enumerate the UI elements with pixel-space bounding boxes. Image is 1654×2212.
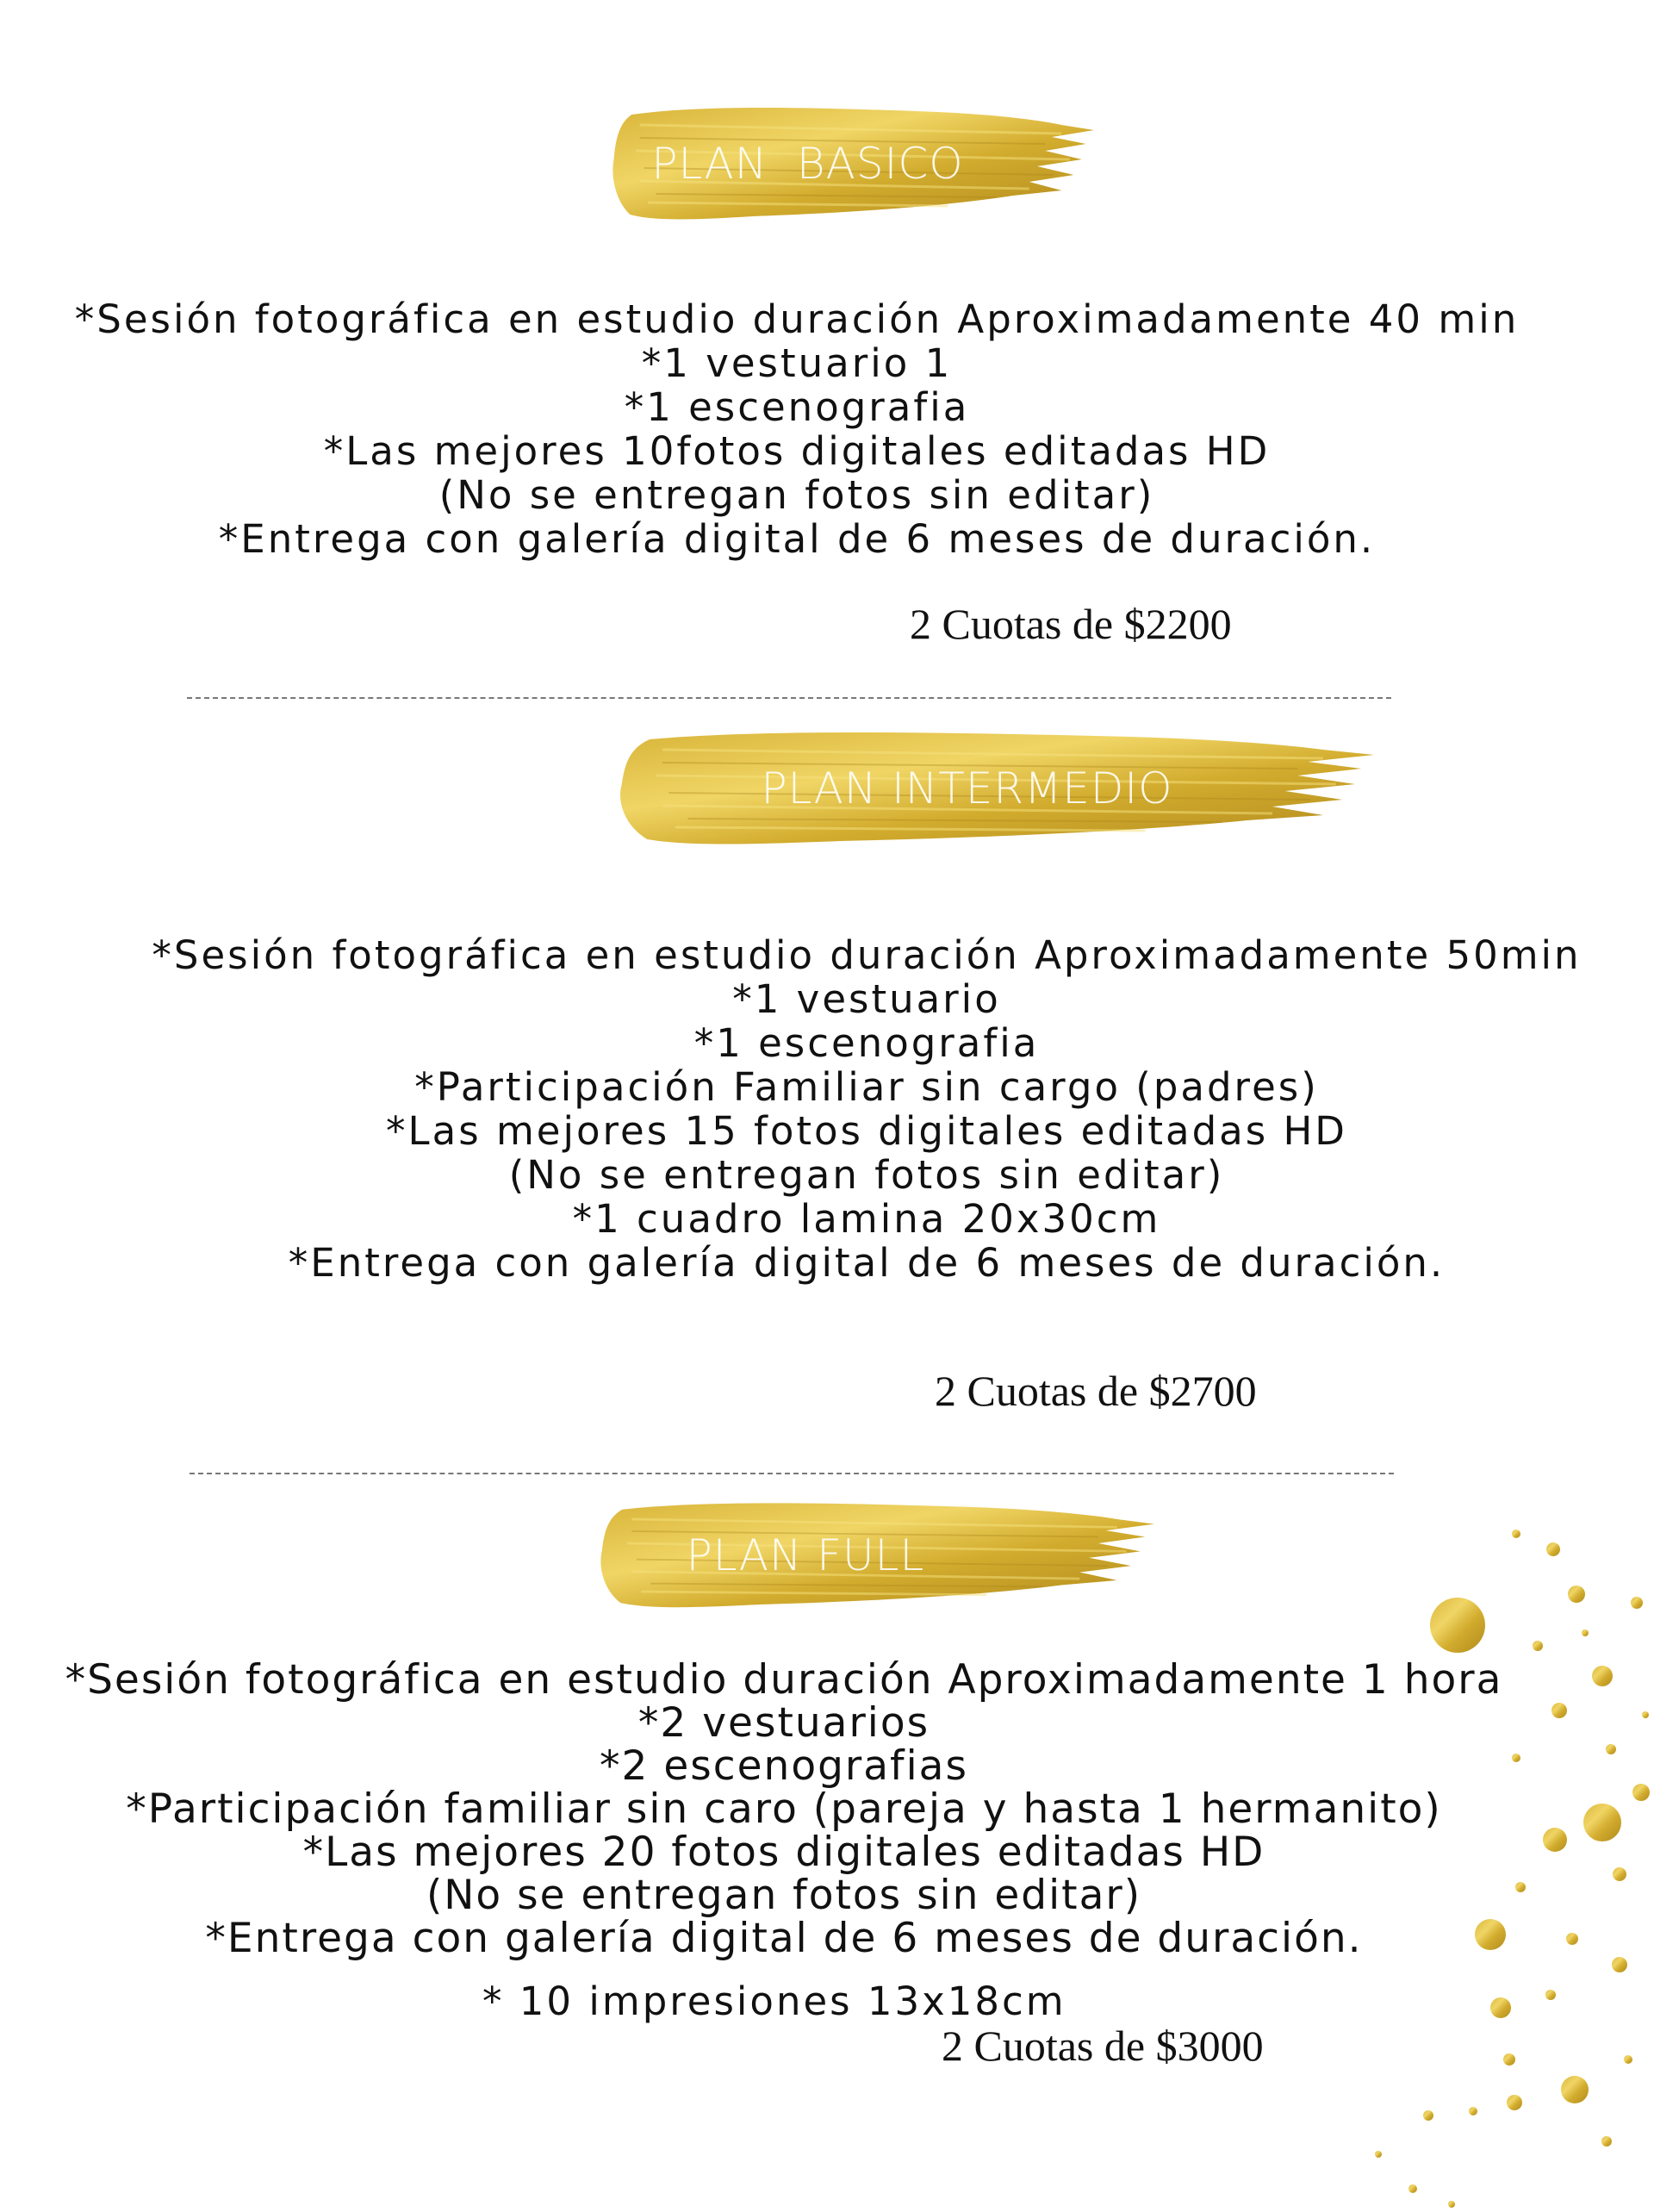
plan-basico-features <box>0 297 1624 561</box>
plan-intermedio-features <box>40 933 1654 1285</box>
plan-basico-brush-banner <box>607 99 1094 228</box>
feature-line: *1 vestuario 1 <box>641 340 953 386</box>
feature-line: *2 vestuarios <box>637 1699 930 1747</box>
feature-line: *2 escenografias <box>600 1742 968 1790</box>
divider <box>187 697 1391 699</box>
feature-line: (No se entregan fotos sin editar) <box>508 1152 1225 1198</box>
feature-line: *Sesión fotográfica en estudio duración Aproximadamente 50min <box>152 932 1582 978</box>
feature-line: *Entrega con galería digital de 6 meses de duración. <box>218 516 1376 562</box>
feature-line: *Las mejores 15 fotos digitales editadas HD <box>386 1108 1347 1154</box>
feature-line: *Participación Familiar sin cargo (padres) <box>414 1064 1319 1110</box>
plan-full-extra: * 10 impresiones 13x18cm <box>482 1978 1066 2024</box>
plan-intermedio-price: 2 Cuotas de $2700 <box>935 1367 1257 1415</box>
feature-line: *Las mejores 20 fotos digitales editadas HD <box>302 1829 1265 1876</box>
feature-line: *1 escenografia <box>693 1020 1040 1066</box>
plan-full-brush-banner <box>594 1495 1154 1616</box>
feature-line: *Participación familiar sin caro (pareja y hasta 1 hermanito) <box>126 1785 1442 1833</box>
feature-line: *Entrega con galería digital de 6 meses de duración. <box>288 1240 1446 1286</box>
gold-splatter-decoration <box>1344 1499 1654 2212</box>
feature-line: *Entrega con galería digital de 6 meses de duración. <box>205 1915 1363 1962</box>
feature-line: *Sesión fotográfica en estudio duración Aproximadamente 40 min <box>74 296 1520 342</box>
plan-intermedio-title: PLAN INTERMEDIO <box>761 763 1173 813</box>
divider <box>190 1473 1394 1474</box>
plan-basico-price: 2 Cuotas de $2200 <box>910 600 1232 648</box>
plan-full-title: PLAN FULL <box>686 1530 925 1580</box>
feature-line: (No se entregan fotos sin editar) <box>438 472 1155 518</box>
feature-line: *Sesión fotográfica en estudio duración Aproximadamente 1 hora <box>65 1656 1503 1704</box>
feature-line: *Las mejores 10fotos digitales editadas HD <box>323 428 1271 474</box>
feature-line: *1 escenografia <box>624 384 970 430</box>
feature-line: *1 vestuario <box>732 976 1001 1022</box>
plan-intermedio-brush-banner <box>612 724 1374 853</box>
plan-full-price: 2 Cuotas de $3000 <box>942 2022 1264 2070</box>
feature-line: (No se entregan fotos sin editar) <box>426 1872 1142 1919</box>
plan-basico-title: PLAN BASICO <box>651 139 964 189</box>
feature-line: *1 cuadro lamina 20x30cm <box>572 1196 1161 1242</box>
